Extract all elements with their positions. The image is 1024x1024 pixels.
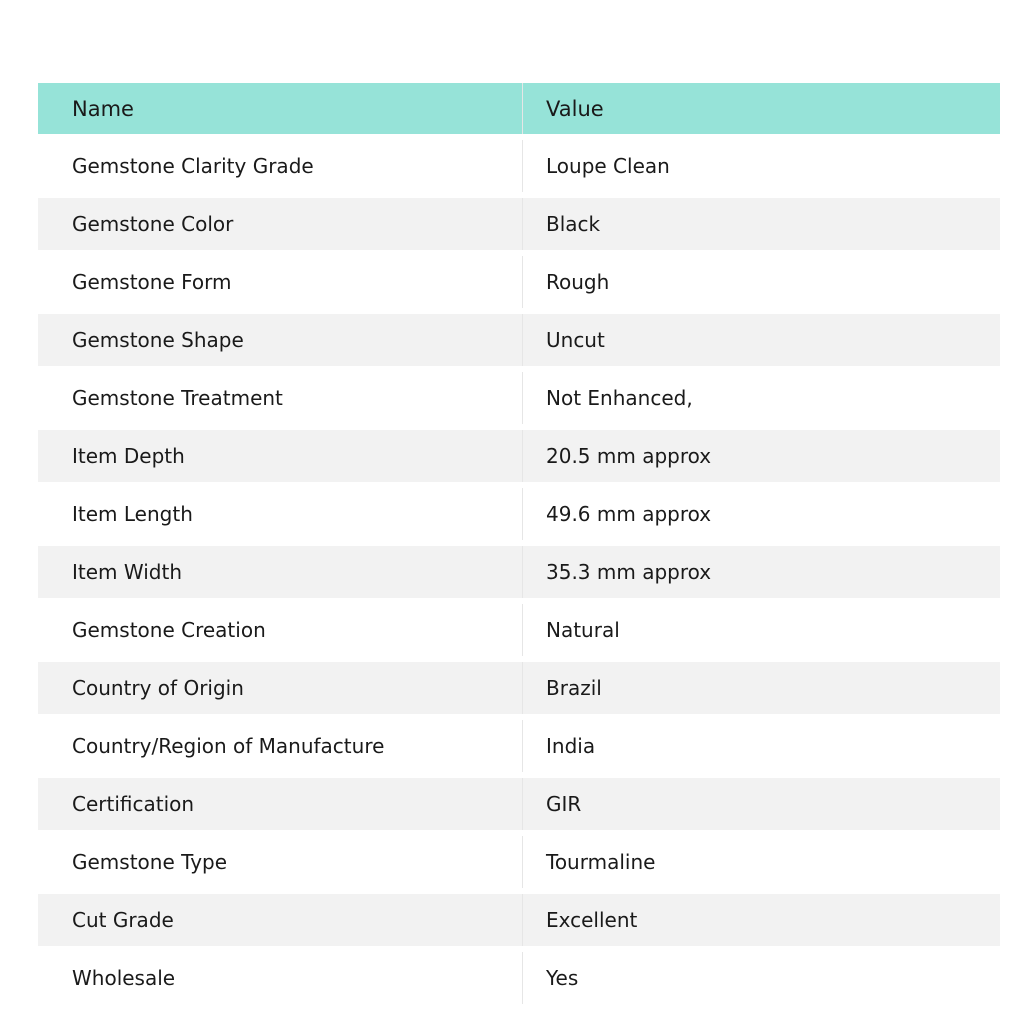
table-row [38, 546, 1000, 598]
row-name-cell: Country/Region of Manufacture [38, 720, 523, 772]
row-value-cell: 49.6 mm approx [546, 502, 712, 526]
table-row [38, 140, 1000, 192]
header-value: Value [546, 96, 604, 121]
row-name-cell: Certification [38, 778, 523, 830]
table-header-row [38, 83, 1000, 134]
table-row [38, 662, 1000, 714]
row-name-cell: Gemstone Shape [38, 314, 523, 366]
row-value-cell: Black [546, 212, 601, 236]
row-name-cell: Country of Origin [38, 662, 523, 714]
row-name-cell: Gemstone Clarity Grade [38, 140, 523, 192]
table-row [38, 198, 1000, 250]
row-value-cell: Brazil [546, 676, 602, 700]
row-name-cell: Item Width [38, 546, 523, 598]
table-body [38, 140, 1000, 1004]
table-row [38, 372, 1000, 424]
row-value-cell: Rough [546, 270, 610, 294]
row-name-cell: Wholesale [38, 952, 523, 1004]
table-row [38, 256, 1000, 308]
table-row [38, 894, 1000, 946]
row-name-cell: Gemstone Type [38, 836, 523, 888]
row-name-cell: Gemstone Creation [38, 604, 523, 656]
table-row [38, 720, 1000, 772]
row-value-cell: Not Enhanced, [546, 386, 693, 410]
table-row [38, 836, 1000, 888]
row-value-cell: Excellent [546, 908, 638, 932]
row-value-cell: Uncut [546, 328, 605, 352]
row-name-cell: Gemstone Treatment [38, 372, 523, 424]
table-row [38, 430, 1000, 482]
row-value-cell: Tourmaline [546, 850, 656, 874]
table-row [38, 314, 1000, 366]
row-name-cell: Gemstone Color [38, 198, 523, 250]
row-name-cell: Item Depth [38, 430, 523, 482]
row-value-cell: Yes [546, 966, 579, 990]
row-name-cell: Cut Grade [38, 894, 523, 946]
table-row [38, 488, 1000, 540]
header-name: Name [38, 83, 523, 134]
row-value-cell: India [546, 734, 596, 758]
row-value-cell: Natural [546, 618, 620, 642]
table-row [38, 952, 1000, 1004]
row-value-cell: 35.3 mm approx [546, 560, 712, 584]
row-value-cell: 20.5 mm approx [546, 444, 712, 468]
table-row [38, 604, 1000, 656]
row-name-cell: Gemstone Form [38, 256, 523, 308]
row-value-cell: GIR [546, 792, 582, 816]
table-row [38, 778, 1000, 830]
specifications-table [38, 83, 1000, 1010]
row-value-cell: Loupe Clean [546, 154, 670, 178]
row-name-cell: Item Length [38, 488, 523, 540]
